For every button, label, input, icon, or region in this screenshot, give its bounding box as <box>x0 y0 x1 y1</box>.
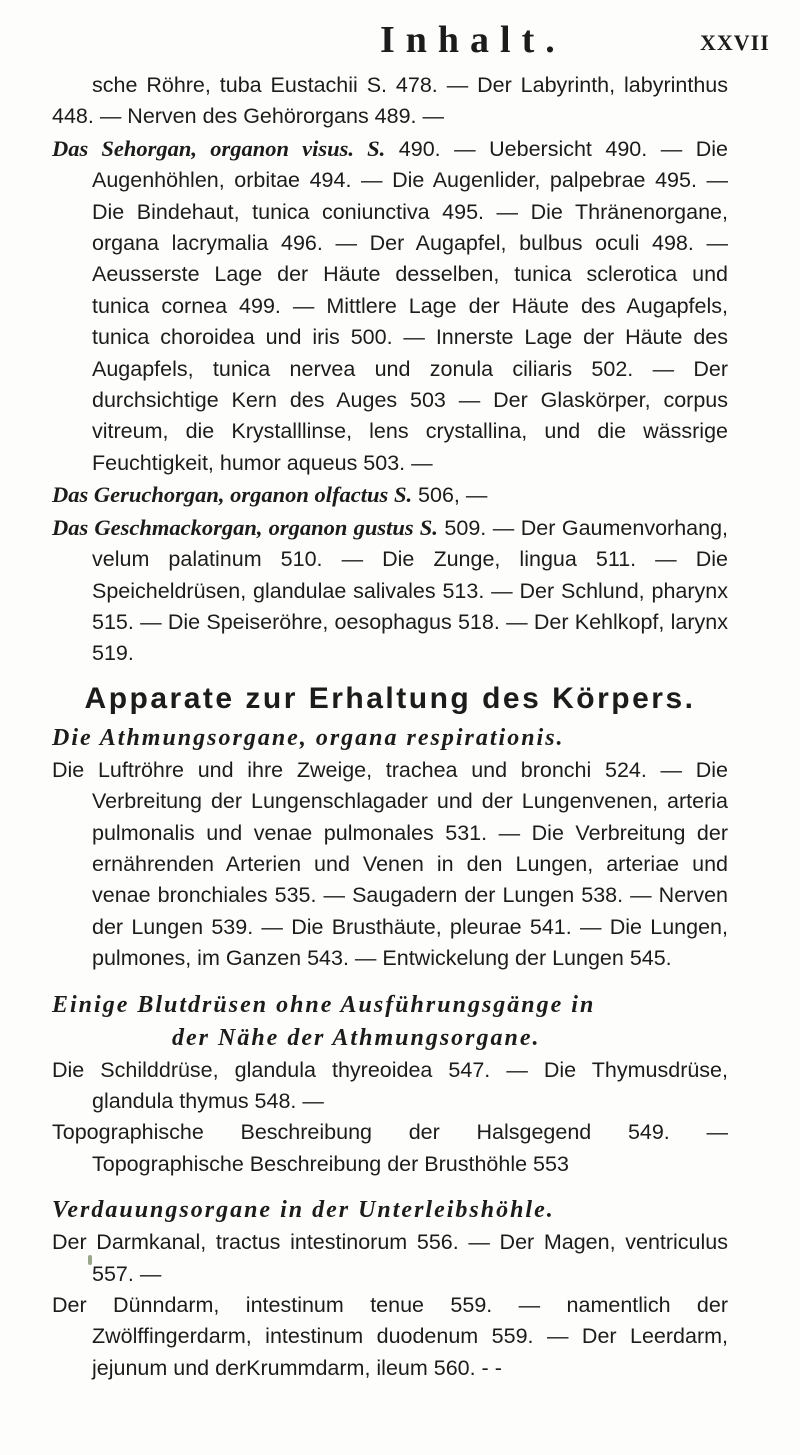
toc-paragraph: Topographische Beschreibung der Halsgegend 549. — Topographische Beschreibung der Brusthöhle 553 <box>52 1120 728 1176</box>
subsection-heading-text: Die Athmungsorgane, organa respirationis. <box>52 724 565 751</box>
toc-paragraph: Der Darmkanal, tractus intestinorum 556. — Der Magen, ventriculus 557. — <box>52 1230 728 1286</box>
page-header <box>0 18 800 68</box>
toc-paragraph <box>52 479 728 511</box>
toc-entry-title: Das Geruchorgan, organon olfactus S. <box>52 482 413 508</box>
subsection-heading <box>52 989 728 1055</box>
subsection-heading <box>52 722 728 755</box>
paper-speck <box>88 1255 92 1265</box>
subsection-heading-text: Einige Blutdrüsen ohne Ausführungsgänge in <box>52 991 596 1018</box>
running-title: Inhalt. <box>380 19 566 61</box>
page-number: XXVII <box>700 30 770 55</box>
table-of-contents <box>52 70 728 1384</box>
toc-entry-title: Das Geschmackorgan, organon gustus S. <box>52 514 438 540</box>
toc-paragraph-text: sche Röhre, tuba Eustachii S. 478. — Der Labyrinth, labyrinthus 448. — Nerven des Gehörorgans 489. — <box>52 73 728 129</box>
toc-paragraph-text: 490. — Uebersicht 490. — Die Augenhöhlen, orbitae 494. — Die Augenlider, palpebrae 495. — Die Bindehaut, tunica coniunctiva 495. — Die Thränenorgane, organa lacrymalia 496. — Der Augapfel, bulbus oculi 498. — Aeusserste Lage der Häute desselben, tunica sclerotica und tunica cornea 499. — Mittlere Lage der Häute des Augapfels, tunica choroidea und iris 500. — Innerste Lage der Häute des Augapfels, tunica nervea und zonula ciliaris 502. — Der durchsichtige Kern des Auges 503 — Der Glaskörper, corpus vitreum, die Krystalllinse, lens crystallina, und die wässrige Feuchtigkeit, humor aqueus 503. — <box>92 136 728 475</box>
section-heading: Apparate zur Erhaltung des Körpers. <box>84 681 696 715</box>
subsection-heading <box>52 1194 728 1227</box>
subsection-heading-text: Verdauungsorgane in der Unterleibshöhle. <box>52 1197 555 1224</box>
toc-paragraph <box>52 70 728 133</box>
toc-paragraph <box>52 512 728 670</box>
subsection-heading-continuation: der Nähe der Athmungsorgane. <box>172 1024 541 1051</box>
toc-entry-title: Das Sehorgan, organon visus. S. <box>52 135 386 161</box>
toc-paragraph: Die Schilddrüse, glandula thyreoidea 547. — Die Thymusdrüse, glandula thymus 548. — <box>52 1057 728 1113</box>
toc-paragraph-text: 509. — Der Gaumenvorhang, velum palatinum 510. — Die Zunge, lingua 511. — Die Speicheldrüsen, glandulae salivales 513. — Der Schlund, pharynx 515. — Die Speiseröhre, oesophagus 518. — Der Kehlkopf, larynx 519. <box>92 515 729 666</box>
toc-paragraph <box>52 133 728 479</box>
toc-paragraph-text: 506, — <box>412 483 488 508</box>
toc-paragraph: Die Luftröhre und ihre Zweige, trachea und bronchi 524. — Die Verbreitung der Lungenschlagader und der Lungenvenen, arteria pulmonalis und venae pulmonales 531. — Die Verbreitung der ernährenden Arterien und Venen in den Lungen, arteriae und venae bronchiales 535. — Saugadern der Lungen 538. — Nerven der Lungen 539. — Die Brusthäute, pleurae 541. — Die Lungen, pulmones, im Ganzen 543. — Entwickelung der Lungen 545. <box>52 757 728 971</box>
toc-paragraph: Der Dünndarm, intestinum tenue 559. — namentlich der Zwölffingerdarm, intestinum duodenum 559. — Der Leerdarm, jejunum und derKrummdarm, ileum 560. - - <box>52 1293 728 1380</box>
